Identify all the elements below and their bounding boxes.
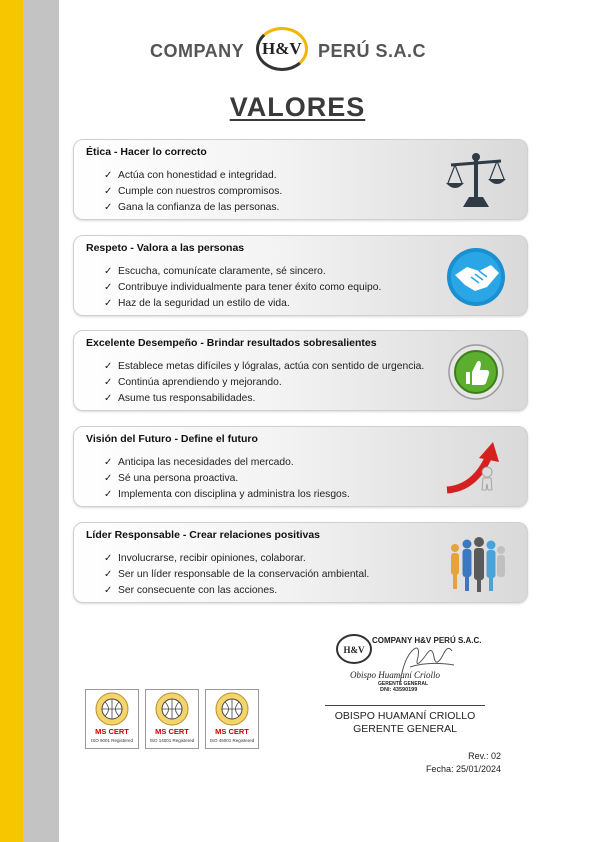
value-card-vision bbox=[73, 426, 528, 507]
handshake-icon bbox=[445, 247, 507, 307]
cert-badge-iso14001 bbox=[145, 689, 199, 749]
cert-label: MS CERT bbox=[215, 727, 249, 736]
value-title: Respeto - Valora a las personas bbox=[86, 242, 245, 254]
team-icon bbox=[445, 534, 507, 594]
cert-badge-iso9001 bbox=[85, 689, 139, 749]
check-icon: ✓ bbox=[104, 361, 113, 372]
list-item: ✓ Escucha, comunícate claramente, sé sincero. bbox=[104, 264, 381, 280]
list-item: ✓ Ser un líder responsable de la conservación ambiental. bbox=[104, 567, 369, 583]
cert-label: MS CERT bbox=[155, 727, 189, 736]
check-icon: ✓ bbox=[104, 266, 113, 277]
revision-date: Fecha: 25/01/2024 bbox=[425, 764, 501, 774]
check-icon: ✓ bbox=[104, 553, 113, 564]
stamp-role: GERENTE GENERAL bbox=[378, 681, 429, 687]
value-list bbox=[104, 455, 350, 503]
check-icon: ✓ bbox=[104, 170, 113, 181]
list-item: ✓ Haz de la seguridad un estilo de vida. bbox=[104, 296, 381, 312]
value-card-lider bbox=[73, 522, 528, 603]
list-item: ✓ Asume tus responsabilidades. bbox=[104, 391, 424, 407]
stamp-dni: DNI: 43590199 bbox=[380, 687, 418, 693]
value-list bbox=[104, 168, 282, 216]
check-icon: ✓ bbox=[104, 377, 113, 388]
value-title: Visión del Futuro - Define el futuro bbox=[86, 433, 258, 445]
check-icon: ✓ bbox=[104, 282, 113, 293]
value-card-respeto bbox=[73, 235, 528, 316]
list-item: ✓ Establece metas difíciles y lógralas, actúa con sentido de urgencia. bbox=[104, 359, 424, 375]
logo-word-left: COMPANY bbox=[150, 41, 245, 61]
value-title: Excelente Desempeño - Brindar resultados sobresalientes bbox=[86, 337, 377, 349]
list-item: ✓ Anticipa las necesidades del mercado. bbox=[104, 455, 350, 471]
list-item: ✓ Ser consecuente con las acciones. bbox=[104, 583, 369, 599]
cert-standard: ISO 9001 Registered bbox=[90, 738, 134, 743]
value-list bbox=[104, 359, 424, 407]
value-title: Ética - Hacer lo correcto bbox=[86, 146, 207, 158]
certification-badges bbox=[85, 689, 261, 749]
thumbs-up-icon bbox=[445, 342, 507, 402]
left-gray-band bbox=[23, 0, 59, 842]
revision-block bbox=[395, 750, 501, 776]
cert-globe-icon bbox=[86, 690, 138, 728]
cert-globe-icon bbox=[146, 690, 198, 728]
stamp-mark: H&V bbox=[343, 645, 365, 655]
value-card-etica bbox=[73, 139, 528, 220]
list-item: ✓ Actúa con honestidad e integridad. bbox=[104, 168, 282, 184]
value-card-desempeno bbox=[73, 330, 528, 411]
check-icon: ✓ bbox=[104, 569, 113, 580]
logo-word-right: PERÚ S.A.C bbox=[318, 41, 427, 61]
list-item: ✓ Gana la confianza de las personas. bbox=[104, 200, 282, 216]
check-icon: ✓ bbox=[104, 393, 113, 404]
revision-number: Rev.: 02 bbox=[468, 751, 501, 761]
list-item: ✓ Involucrarse, recibir opiniones, colaborar. bbox=[104, 551, 369, 567]
check-icon: ✓ bbox=[104, 457, 113, 468]
stamp-name: Obispo Huamaní Criollo bbox=[350, 670, 441, 680]
list-item: ✓ Sé una persona proactiva. bbox=[104, 471, 350, 487]
signatory-block bbox=[305, 710, 505, 736]
list-item: ✓ Contribuye individualmente para tener éxito como equipo. bbox=[104, 280, 381, 296]
rising-arrow-icon bbox=[445, 438, 507, 498]
check-icon: ✓ bbox=[104, 202, 113, 213]
cert-badge-iso45001 bbox=[205, 689, 259, 749]
check-icon: ✓ bbox=[104, 489, 113, 500]
check-icon: ✓ bbox=[104, 585, 113, 596]
value-list bbox=[104, 264, 381, 312]
signature-line bbox=[325, 705, 485, 706]
page-title: VALORES bbox=[229, 92, 366, 122]
value-list bbox=[104, 551, 369, 599]
logo-mark: H&V bbox=[262, 39, 302, 58]
signatory-name: OBISPO HUAMANÍ CRIOLLO bbox=[334, 710, 476, 722]
cert-standard: ISO 45001 Registered bbox=[209, 738, 255, 743]
signatory-role: GERENTE GENERAL bbox=[353, 723, 457, 735]
cert-globe-icon bbox=[206, 690, 258, 728]
check-icon: ✓ bbox=[104, 186, 113, 197]
left-yellow-band bbox=[0, 0, 23, 842]
value-title: Líder Responsable - Crear relaciones positivas bbox=[86, 529, 321, 541]
list-item: ✓ Cumple con nuestros compromisos. bbox=[104, 184, 282, 200]
signature-stamp bbox=[334, 627, 484, 697]
stamp-company: COMPANY H&V PERÚ S.A.C. bbox=[372, 636, 482, 645]
company-logo bbox=[150, 25, 440, 80]
list-item: ✓ Implementa con disciplina y administra los riesgos. bbox=[104, 487, 350, 503]
scales-icon bbox=[445, 151, 507, 211]
check-icon: ✓ bbox=[104, 473, 113, 484]
list-item: ✓ Continúa aprendiendo y mejorando. bbox=[104, 375, 424, 391]
check-icon: ✓ bbox=[104, 298, 113, 309]
cert-label: MS CERT bbox=[95, 727, 129, 736]
cert-standard: ISO 14001 Registered bbox=[149, 738, 195, 743]
